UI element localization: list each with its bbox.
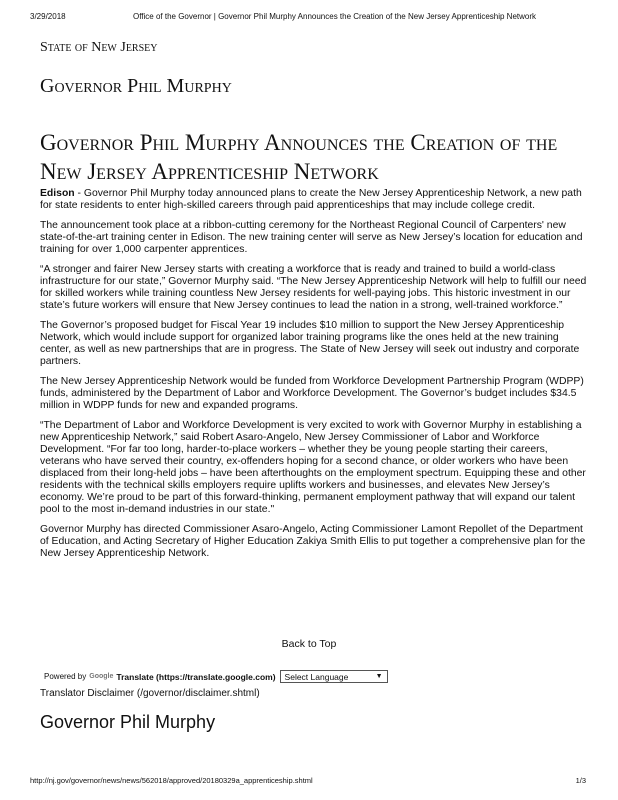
translator-disclaimer-link[interactable]: Translator Disclaimer (/governor/disclaimer.shtml) <box>40 688 260 699</box>
article-paragraph: The Governor’s proposed budget for Fiscal Year 19 includes $10 million to support the New Jersey Apprenticeship Network, which would include support for organized labor training programs like the ones held at the new training center, as well as new partnerships that are in progress. The State of New Jersey will seek out industry and corporate partners. <box>40 320 580 367</box>
article-paragraph: The announcement took place at a ribbon-cutting ceremony for the Northeast Regional Council of Carpenters' new state-of-the-art training center in Edison. The new training center will serve as New Jersey’s location for education and training for over 1,000 carpenter apprentices. <box>40 220 583 255</box>
dropdown-arrow-icon: ▼ <box>375 673 383 680</box>
google-logo: Google <box>89 673 114 680</box>
lead-paragraph <box>40 188 588 212</box>
powered-by-label: Powered by <box>44 672 87 681</box>
article-paragraph: “A stronger and fairer New Jersey starts with creating a workforce that is ready and trained to build a world-class infrastructure for our state,” Governor Murphy said. “The New Jersey Apprenticeship Network will help to fulfill our need for skilled workers while training countless New Jersey residents for well-paying jobs. This historic investment in our state’s future workers will ensure that New Jersey continues to lead the nation in a strong, well-trained workforce.” <box>40 264 587 311</box>
print-date: 3/29/2018 <box>30 12 66 21</box>
article-paragraph: “The Department of Labor and Workforce Development is very excited to work with Governor Murphy in establishing a new Apprenticeship Network,” said Robert Asaro-Angelo, New Jersey Commissioner of Labor and Workforce Development. “For far too long, harder-to-place workers – whether they be young people starting their careers, veterans who have served their country, ex-offenders hoping for a second chance, or older workers who have been displaced from their long-held jobs – have been afterthoughts on the employment spectrum. Equipping these and other residents with the technical skills employers require uplifts workers and businesses, and elevates New Jersey’s economy. We’re proud to be part of this forward-thinking, permanent employment pathway that will expand our talent pool to the most in-demand industries in our state." <box>40 420 586 515</box>
state-of-new-jersey-link[interactable]: State of New Jersey <box>40 40 158 55</box>
language-select-value: Select Language <box>284 671 349 682</box>
article-headline: Governor Phil Murphy Announces the Creation of the New Jersey Apprenticeship Network <box>40 130 558 184</box>
article-body <box>40 188 588 568</box>
governor-site-title[interactable]: Governor Phil Murphy <box>40 75 232 97</box>
article-paragraph: The New Jersey Apprenticeship Network would be funded from Workforce Development Partnership Program (WDPP) funds, administered by the Department of Labor and Workforce Development. The Governor’s budget includes $34.5 million in WDPP funds for new and expanded programs. <box>40 376 584 411</box>
lead-text: - Governor Phil Murphy today announced plans to create the New Jersey Apprenticeship Network, a new path for state residents to enter high-skilled careers through paid apprenticeships that may include college credit. <box>40 188 582 211</box>
print-page-number: 1/3 <box>575 776 586 785</box>
google-translate-link[interactable]: Translate (https://translate.google.com) <box>116 671 276 682</box>
language-select[interactable] <box>280 670 388 683</box>
translate-widget <box>44 670 388 683</box>
print-url: http://nj.gov/governor/news/news/562018/approved/20180329a_apprenticeship.shtml <box>30 776 313 785</box>
print-page-title: Office of the Governor | Governor Phil Murphy Announces the Creation of the New Jersey Apprenticeship Network <box>133 12 537 21</box>
back-to-top-link[interactable]: Back to Top <box>281 638 337 650</box>
dateline: Edison <box>40 188 75 199</box>
article-paragraph: Governor Murphy has directed Commissioner Asaro-Angelo, Acting Commissioner Lamont Repollet of the Department of Education, and Acting Secretary of Higher Education Zakiya Smith Ellis to put together a comprehensive plan for the New Jersey Apprenticeship Network. <box>40 524 586 559</box>
footer-governor-title: Governor Phil Murphy <box>40 712 216 732</box>
